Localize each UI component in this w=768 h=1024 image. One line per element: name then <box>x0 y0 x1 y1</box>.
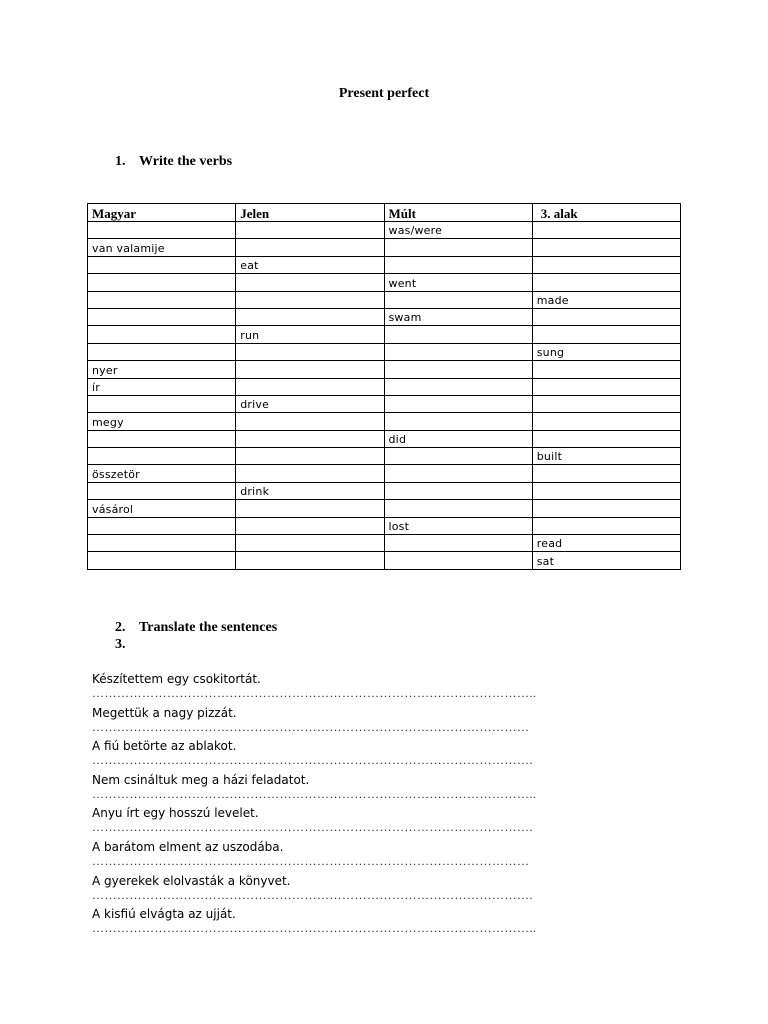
table-row <box>88 326 681 343</box>
page-title: Present perfect <box>338 86 430 101</box>
table-cell[interactable] <box>236 239 384 256</box>
section-1-label: Write the verbs <box>139 154 233 169</box>
table-row <box>88 222 681 239</box>
table-cell[interactable]: was/were <box>384 222 532 239</box>
table-row <box>88 256 681 273</box>
table-cell[interactable]: swam <box>384 308 532 325</box>
table-cell[interactable] <box>384 500 532 517</box>
table-cell[interactable]: lost <box>384 517 532 534</box>
table-cell[interactable]: sat <box>532 552 680 569</box>
table-cell[interactable] <box>236 517 384 534</box>
answer-dotted-line[interactable]: ……………………………………………………………………………………………. <box>92 889 533 902</box>
table-row <box>88 535 681 552</box>
section-2-number: 2. <box>115 620 126 635</box>
section-2-label: Translate the sentences <box>139 620 278 635</box>
sentence-text: Anyu írt egy hosszú levelet. <box>92 806 259 821</box>
table-cell[interactable] <box>532 274 680 291</box>
table-cell[interactable] <box>532 517 680 534</box>
answer-dotted-line[interactable]: …………………………………………………………………………………………….. <box>92 688 537 700</box>
table-row <box>88 500 681 517</box>
table-cell[interactable] <box>384 395 532 412</box>
table-row <box>88 274 681 291</box>
table-cell[interactable] <box>384 239 532 256</box>
answer-dotted-line[interactable]: ……………………………………………………………………………………………. <box>92 822 533 835</box>
table-row <box>88 239 681 256</box>
table-cell[interactable] <box>236 430 384 447</box>
table-row <box>88 482 681 499</box>
table-cell[interactable] <box>532 361 680 378</box>
table-cell[interactable] <box>88 274 236 291</box>
table-cell[interactable] <box>236 448 384 465</box>
sentence-text: A barátom elment az uszodába. <box>92 839 284 854</box>
section-1-heading <box>115 154 232 170</box>
table-cell[interactable]: ír <box>88 378 236 395</box>
table-cell[interactable] <box>532 239 680 256</box>
table-cell[interactable] <box>384 535 532 552</box>
table-cell[interactable] <box>88 326 236 343</box>
sentence-text: A gyerekek elolvasták a könyvet. <box>92 873 291 888</box>
table-cell[interactable] <box>88 482 236 499</box>
table-cell[interactable] <box>88 448 236 465</box>
answer-dotted-line[interactable]: …………………………………………………………………………………………… <box>92 721 530 734</box>
table-cell[interactable]: run <box>236 326 384 343</box>
table-cell[interactable] <box>88 343 236 360</box>
table-row <box>88 378 681 395</box>
table-cell[interactable] <box>236 535 384 552</box>
table-row <box>88 413 681 430</box>
table-row <box>88 291 681 308</box>
table-cell[interactable] <box>384 413 532 430</box>
table-cell[interactable] <box>88 535 236 552</box>
table-cell[interactable] <box>384 343 532 360</box>
table-row <box>88 517 681 534</box>
sentence-item <box>92 905 692 939</box>
sentence-item <box>92 872 692 906</box>
table-cell[interactable] <box>532 256 680 273</box>
table-cell[interactable] <box>88 430 236 447</box>
table-cell[interactable] <box>532 378 680 395</box>
table-row <box>88 465 681 482</box>
table-cell[interactable]: did <box>384 430 532 447</box>
table-cell[interactable] <box>88 552 236 569</box>
table-cell[interactable] <box>384 291 532 308</box>
table-cell[interactable]: drink <box>236 482 384 499</box>
table-cell[interactable]: built <box>532 448 680 465</box>
table-cell[interactable] <box>236 378 384 395</box>
table-cell[interactable]: vásárol <box>88 500 236 517</box>
table-cell[interactable] <box>384 552 532 569</box>
sentence-text: A kisfiú elvágta az ujját. <box>92 907 236 922</box>
sentence-item <box>92 737 692 771</box>
table-cell[interactable] <box>532 465 680 482</box>
table-header-row <box>88 204 681 222</box>
table-cell[interactable] <box>88 395 236 412</box>
table-cell[interactable]: read <box>532 535 680 552</box>
answer-dotted-line[interactable]: …………………………………………………………………………………………….. <box>92 788 537 801</box>
table-cell[interactable] <box>88 517 236 534</box>
sentence-text: Megettük a nagy pizzát. <box>92 705 237 720</box>
table-cell[interactable]: went <box>384 274 532 291</box>
section-1-number: 1. <box>115 154 126 169</box>
table-cell[interactable]: nyer <box>88 361 236 378</box>
header-magyar: Magyar <box>88 204 236 222</box>
table-cell[interactable] <box>532 430 680 447</box>
table-row <box>88 361 681 378</box>
section-2-heading <box>115 620 277 636</box>
table-cell[interactable] <box>236 222 384 239</box>
sentence-text: Nem csináltuk meg a házi feladatot. <box>92 772 310 787</box>
table-cell[interactable] <box>384 448 532 465</box>
sentence-item <box>92 670 692 704</box>
table-cell[interactable] <box>236 274 384 291</box>
sentence-item <box>92 771 692 805</box>
table-row <box>88 308 681 325</box>
sentence-item <box>92 838 692 872</box>
table-cell[interactable] <box>236 343 384 360</box>
table-cell[interactable] <box>532 500 680 517</box>
table-row <box>88 395 681 412</box>
table-row <box>88 448 681 465</box>
table-cell[interactable] <box>88 222 236 239</box>
table-cell[interactable] <box>532 482 680 499</box>
table-cell[interactable] <box>236 361 384 378</box>
sentence-item <box>92 804 692 838</box>
table-cell[interactable] <box>236 413 384 430</box>
answer-dotted-line[interactable]: ……………………………………………………………………………………………. <box>92 755 533 768</box>
table-cell[interactable] <box>236 552 384 569</box>
table-cell[interactable] <box>532 413 680 430</box>
table-cell[interactable] <box>384 378 532 395</box>
table-row <box>88 430 681 447</box>
table-cell[interactable] <box>236 465 384 482</box>
table-cell[interactable] <box>384 361 532 378</box>
table-cell[interactable] <box>532 326 680 343</box>
table-cell[interactable] <box>88 291 236 308</box>
table-cell[interactable] <box>384 326 532 343</box>
table-cell[interactable] <box>236 500 384 517</box>
sentence-text: Készítettem egy csokitortát. <box>92 672 261 686</box>
table-cell[interactable] <box>384 256 532 273</box>
verb-table <box>87 203 681 570</box>
table-cell[interactable] <box>88 308 236 325</box>
table-cell[interactable]: összetör <box>88 465 236 482</box>
section-3-heading <box>115 637 139 653</box>
sentence-list <box>92 670 692 939</box>
table-cell[interactable]: sung <box>532 343 680 360</box>
section-3-number: 3. <box>115 637 126 652</box>
sentence-text: A fiú betörte az ablakot. <box>92 739 237 754</box>
table-cell[interactable] <box>236 291 384 308</box>
table-cell[interactable] <box>532 395 680 412</box>
table-cell[interactable] <box>532 308 680 325</box>
table-row <box>88 343 681 360</box>
table-cell[interactable] <box>532 222 680 239</box>
table-cell[interactable] <box>384 482 532 499</box>
sentence-item <box>92 704 692 738</box>
table-cell[interactable] <box>236 308 384 325</box>
table-row <box>88 552 681 569</box>
table-cell[interactable]: van valamije <box>88 239 236 256</box>
table-cell[interactable] <box>384 465 532 482</box>
header-jelen: Jelen <box>236 204 384 222</box>
table-cell[interactable]: megy <box>88 413 236 430</box>
table-cell[interactable]: made <box>532 291 680 308</box>
answer-dotted-line[interactable]: …………………………………………………………………………………………… <box>92 855 530 868</box>
table-cell[interactable]: drive <box>236 395 384 412</box>
answer-dotted-line[interactable]: …………………………………………………………………………………………….. <box>92 923 537 936</box>
table-cell[interactable] <box>88 256 236 273</box>
header-3-alak: 3. alak <box>532 204 680 222</box>
table-cell[interactable]: eat <box>236 256 384 273</box>
header-mult: Múlt <box>384 204 532 222</box>
